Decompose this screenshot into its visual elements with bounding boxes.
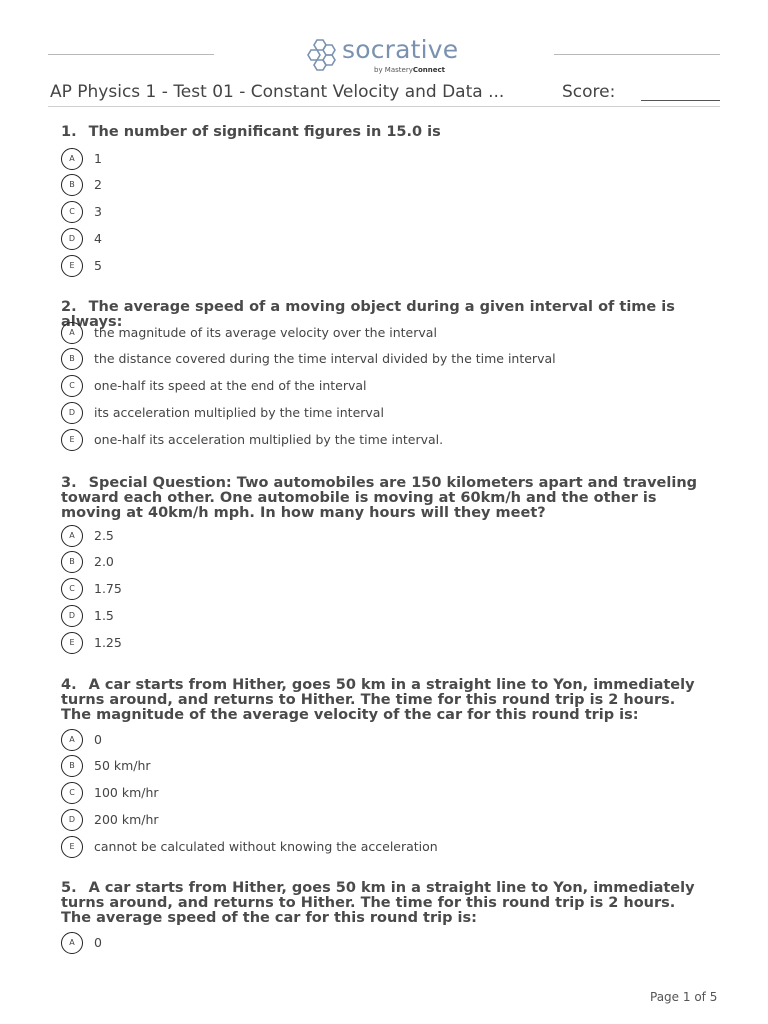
option-text: 5 — [94, 258, 102, 273]
answer-option[interactable] — [61, 255, 701, 277]
brand-byline: by MasteryConnect — [374, 66, 446, 74]
option-letter-circle[interactable]: A — [61, 932, 83, 954]
option-text: 2.5 — [94, 528, 114, 543]
option-letter-circle[interactable]: A — [61, 525, 83, 547]
score-label: Score: — [562, 82, 616, 102]
brand-name: socrative — [342, 35, 459, 64]
answer-option[interactable] — [61, 201, 701, 223]
question-text: 4. A car starts from Hither, goes 50 km in a straight line to Yon, immediately turns around, and returns to Hither. The time for this round trip is 2 hours. The magnitude of the average velocity of the car for this round trip is: — [61, 677, 695, 723]
option-letter-circle[interactable]: C — [61, 201, 83, 223]
option-letter-circle[interactable]: C — [61, 375, 83, 397]
quiz-title: AP Physics 1 - Test 01 - Constant Velocity and Data ... — [50, 82, 505, 102]
question-text: 1. The number of significant figures in 15.0 is — [61, 124, 441, 140]
answer-option[interactable] — [61, 551, 701, 573]
question-3 — [61, 476, 706, 521]
hexagon-cluster-icon — [306, 37, 340, 73]
answer-option[interactable] — [61, 348, 701, 370]
option-letter-circle[interactable]: B — [61, 348, 83, 370]
option-letter-circle[interactable]: E — [61, 632, 83, 654]
option-text: the distance covered during the time interval divided by the time interval — [94, 351, 556, 366]
answer-option[interactable] — [61, 174, 701, 196]
answer-option[interactable] — [61, 375, 701, 397]
option-text: 2 — [94, 177, 102, 192]
option-text: 1.25 — [94, 635, 122, 650]
option-letter-circle[interactable]: A — [61, 322, 83, 344]
score-blank-line — [641, 100, 720, 101]
answer-option[interactable] — [61, 755, 701, 777]
answer-option[interactable] — [61, 578, 701, 600]
option-text: 3 — [94, 204, 102, 219]
option-text: cannot be calculated without knowing the acceleration — [94, 839, 438, 854]
socrative-logo — [306, 35, 466, 77]
option-letter-circle[interactable]: C — [61, 578, 83, 600]
option-text: 0 — [94, 935, 102, 950]
answer-option[interactable] — [61, 322, 701, 344]
question-text: 2. The average speed of a moving object during a given interval of time is always: — [61, 299, 675, 330]
answer-option[interactable] — [61, 782, 701, 804]
option-letter-circle[interactable]: D — [61, 809, 83, 831]
option-text: 200 km/hr — [94, 812, 159, 827]
answer-option[interactable] — [61, 429, 701, 451]
option-text: 4 — [94, 231, 102, 246]
answer-option[interactable] — [61, 809, 701, 831]
header-rule-left — [48, 54, 214, 55]
option-letter-circle[interactable]: B — [61, 755, 83, 777]
option-text: 0 — [94, 732, 102, 747]
question-text: 5. A car starts from Hither, goes 50 km in a straight line to Yon, immediately turns around, and returns to Hither. The time for this round trip is 2 hours. The average speed of the car for this round trip is: — [61, 880, 695, 926]
option-letter-circle[interactable]: B — [61, 174, 83, 196]
question-1 — [61, 125, 701, 140]
answer-option[interactable] — [61, 729, 701, 751]
answer-option[interactable] — [61, 402, 701, 424]
option-letter-circle[interactable]: E — [61, 836, 83, 858]
question-5 — [61, 881, 706, 926]
option-text: 100 km/hr — [94, 785, 159, 800]
question-text: 3. Special Question: Two automobiles are 150 kilometers apart and traveling toward each other. One automobile is moving at 60km/h and the other is moving at 40km/h mph. In how many hours will they meet? — [61, 475, 698, 521]
page-number: Page 1 of 5 — [650, 990, 718, 1004]
option-letter-circle[interactable]: D — [61, 402, 83, 424]
option-text: one-half its speed at the end of the interval — [94, 378, 367, 393]
option-text: 1.5 — [94, 608, 114, 623]
option-letter-circle[interactable]: A — [61, 148, 83, 170]
option-letter-circle[interactable]: D — [61, 228, 83, 250]
answer-option[interactable] — [61, 836, 701, 858]
answer-option[interactable] — [61, 605, 701, 627]
option-text: one-half its acceleration multiplied by the time interval. — [94, 432, 444, 447]
option-text: 1 — [94, 151, 102, 166]
option-letter-circle[interactable]: B — [61, 551, 83, 573]
option-letter-circle[interactable]: D — [61, 605, 83, 627]
answer-option[interactable] — [61, 148, 701, 170]
option-letter-circle[interactable]: A — [61, 729, 83, 751]
header-rule-right — [554, 54, 720, 55]
answer-option[interactable] — [61, 632, 701, 654]
option-text: 2.0 — [94, 554, 114, 569]
option-letter-circle[interactable]: C — [61, 782, 83, 804]
option-text: the magnitude of its average velocity over the interval — [94, 325, 437, 340]
option-text: 1.75 — [94, 581, 122, 596]
option-text: 50 km/hr — [94, 758, 151, 773]
answer-option[interactable] — [61, 228, 701, 250]
option-text: its acceleration multiplied by the time interval — [94, 405, 384, 420]
option-letter-circle[interactable]: E — [61, 255, 83, 277]
answer-option[interactable] — [61, 525, 701, 547]
header-divider — [48, 106, 720, 107]
answer-option[interactable] — [61, 932, 701, 954]
question-4 — [61, 678, 706, 723]
option-letter-circle[interactable]: E — [61, 429, 83, 451]
